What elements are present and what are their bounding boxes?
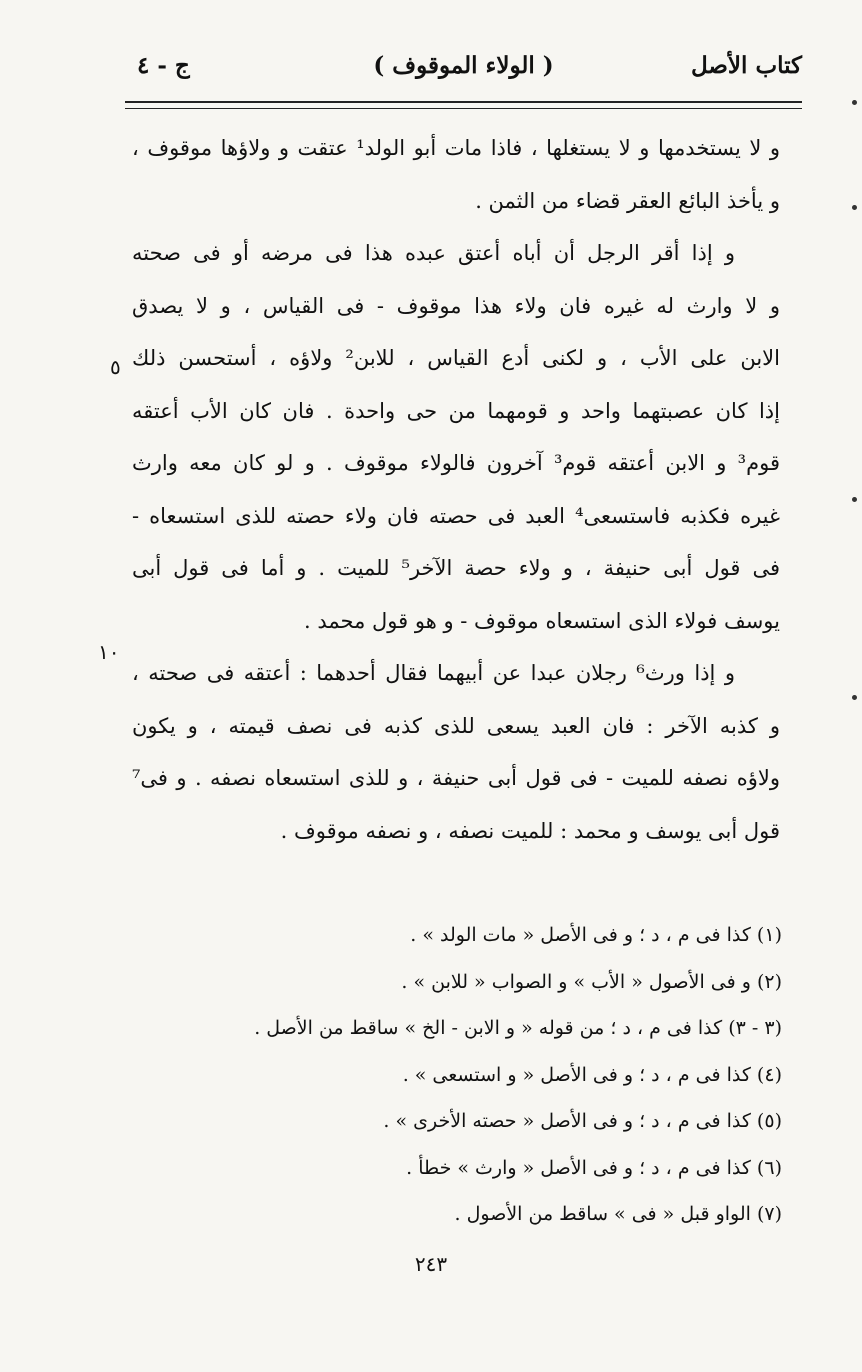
header-rule-thick: [125, 101, 802, 103]
footnote: (٢) و فى الأصول « الأب » و الصواب « للابن » .: [401, 970, 782, 993]
text-line: و إذا ورث⁶ رجلان عبدا عن أبيهما فقال أحدهما : أعتقه فى صحته ،: [132, 661, 735, 685]
text-line: و يأخذ البائع العقر قضاء من الثمن .: [475, 188, 780, 213]
footnote: (٦) كذا فى م ، د ؛ و فى الأصل « وارث » خطأ .: [406, 1156, 782, 1179]
main-text: [132, 122, 780, 857]
text-line: و كذبه الآخر : فان العبد يسعى للذى كذبه فى نصف قيمته ، و يكون: [132, 713, 780, 738]
text-line: و لا وارث له غيره فان ولاء هذا موقوف - فى القياس ، و لا يصدق: [132, 293, 780, 318]
text-line: ولاؤه نصفه للميت - فى قول أبى حنيفة ، و للذى استسعاه نصفه . و فى⁷: [132, 766, 780, 790]
text-line: و لا يستخدمها و لا يستغلها ، فاذا مات أبو الولد¹ عتقت و ولاؤها موقوف ،: [132, 136, 780, 160]
chapter-title: ( الولاء الموقوف ): [373, 52, 554, 79]
scan-speck: [852, 100, 857, 105]
footnote: (٥) كذا فى م ، د ؛ و فى الأصل « حصته الأخرى » .: [383, 1110, 782, 1132]
volume-label: ج - ٤: [137, 52, 190, 79]
scan-speck: [852, 497, 857, 502]
header-rule-thin: [125, 108, 802, 109]
page-number: ٢٤٣: [414, 1252, 448, 1276]
running-header: [125, 52, 802, 92]
text-line: قوم³ و الابن أعتقه قوم³ آخرون فالولاء موقوف . و لو كان معه وارث: [132, 451, 780, 475]
footnote: (٧) الواو قبل « فى » ساقط من الأصول .: [454, 1203, 782, 1225]
text-line: غيره فكذبه فاستسعى⁴ العبد فى حصته فان ولاء حصته للذى استسعاه -: [132, 503, 780, 528]
text-line: يوسف فولاء الذى استسعاه موقوف - و هو قول محمد .: [304, 608, 780, 633]
scan-speck: [852, 695, 857, 700]
footnote: (٣ - ٣) كذا فى م ، د ؛ من قوله « و الابن - الخ » ساقط من الأصل .: [254, 1017, 782, 1039]
footnotes: [160, 912, 782, 1238]
text-line: و إذا أقر الرجل أن أباه أعتق عبده هذا فى مرضه أو فى صحته: [132, 241, 735, 265]
footnote: (٤) كذا فى م ، د ؛ و فى الأصل « و استسعى » .: [402, 1063, 782, 1086]
text-line: الابن على الأب ، و لكنى أدع القياس ، للابن² ولاؤه ، أستحسن ذلك: [132, 346, 780, 370]
text-line: قول أبى يوسف و محمد : للميت نصفه ، و نصفه موقوف .: [280, 818, 780, 843]
text-line: إذا كان عصبتهما واحد و قومهما من حى واحدة . فان كان الأب أعتقه: [132, 398, 780, 423]
book-title: كتاب الأصل: [690, 52, 802, 79]
text-line: فى قول أبى حنيفة ، و ولاء حصة الآخر⁵ للميت . و أما فى قول أبى: [132, 556, 780, 580]
scan-speck: [852, 205, 857, 210]
line-number-5: ٥: [110, 355, 121, 379]
line-number-10: ١٠: [98, 640, 120, 664]
footnote: (١) كذا فى م ، د ؛ و فى الأصل « مات الولد » .: [410, 924, 782, 946]
